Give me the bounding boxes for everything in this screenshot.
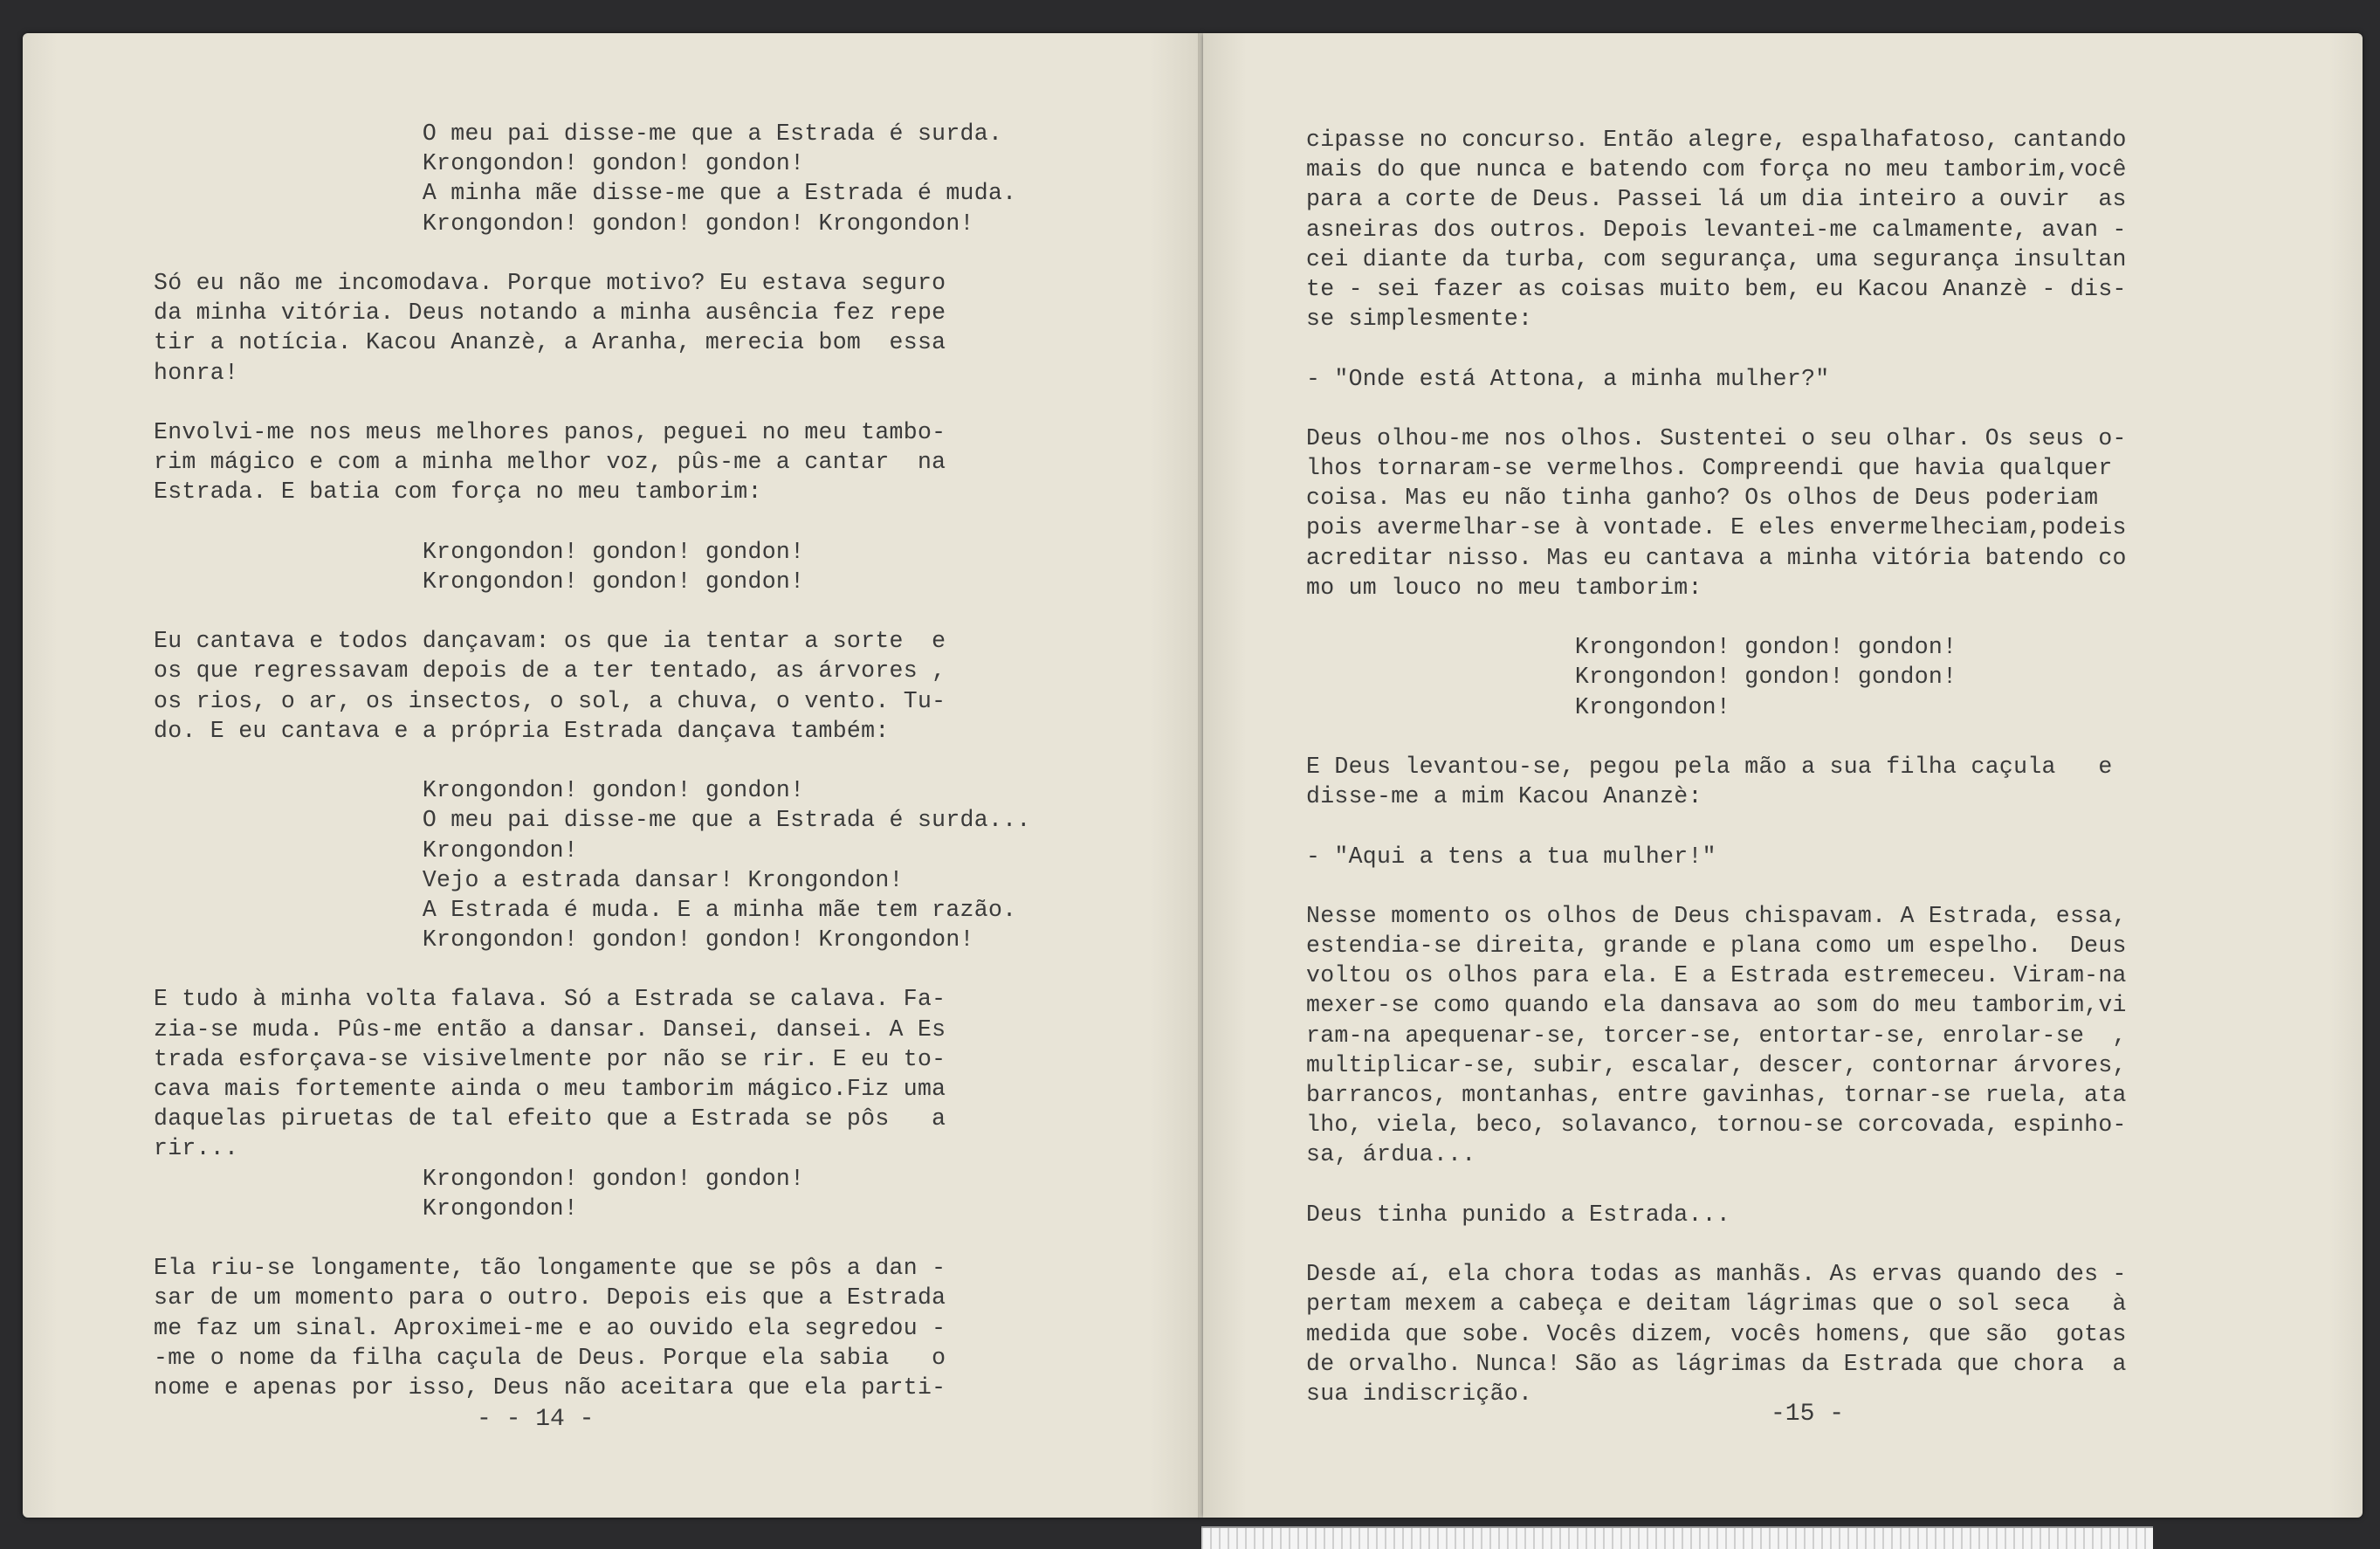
text-line: Krongondon! <box>154 1194 579 1222</box>
text-line <box>1306 334 2127 363</box>
text-line: Ela riu-se longamente, tão longamente que se pôs a dan - <box>154 1255 946 1282</box>
right-page-number: -15 - <box>1771 1401 1845 1428</box>
text-line: Deus tinha punido a Estrada... <box>1306 1201 1731 1228</box>
text-line: asneiras dos outros. Depois levantei-me calmamente, avan - <box>1306 216 2127 243</box>
text-line <box>1306 394 2127 423</box>
text-line: Krongondon! gondon! gondon! <box>1306 634 1957 661</box>
right-page-text <box>1306 125 2127 1408</box>
text-line: Krongondon! gondon! gondon! Krongondon! <box>154 210 974 237</box>
text-line: tir a notícia. Kacou Ananzè, a Aranha, merecia bom essa <box>154 329 946 356</box>
text-line: Deus olhou-me nos olhos. Sustentei o seu olhar. Os seus o- <box>1306 424 2127 451</box>
text-line: E Deus levantou-se, pegou pela mão a sua filha caçula e <box>1306 753 2113 780</box>
text-line: rir... <box>154 1135 239 1162</box>
left-page <box>23 33 1201 1518</box>
text-line: barrancos, montanhas, entre gavinhas, tornar-se ruela, ata <box>1306 1082 2127 1108</box>
text-line: mexer-se como quando ela dansava ao som do meu tamborim,vi <box>1306 992 2127 1019</box>
text-line: acreditar nisso. Mas eu cantava a minha vitória batendo co <box>1306 544 2127 571</box>
text-line: cava mais fortemente ainda o meu tamborim mágico.Fiz uma <box>154 1076 946 1102</box>
text-line: os que regressavam depois de a ter tentado, as árvores , <box>154 657 946 685</box>
text-line: de orvalho. Nunca! São as lágrimas da Estrada que chora a <box>1306 1350 2127 1377</box>
right-page <box>1203 33 2363 1518</box>
text-line: - "Onde está Attona, a minha mulher?" <box>1306 365 1830 392</box>
text-line <box>154 954 1031 984</box>
measurement-ruler <box>1201 1526 2153 1549</box>
text-line: voltou os olhos para ela. E a Estrada estremeceu. Viram-na <box>1306 962 2127 989</box>
text-line: mais do que nunca e batendo com força no meu tamborim,você <box>1306 156 2127 183</box>
text-line: estendia-se direita, grande e plana como um espelho. Deus <box>1306 933 2127 960</box>
text-line <box>1306 1170 2127 1200</box>
text-line: nome e apenas por isso, Deus não aceitara que ela parti- <box>154 1373 946 1401</box>
text-line: A Estrada é muda. E a minha mãe tem razão. <box>154 896 1017 923</box>
text-line: me faz um sinal. Aproximei-me e ao ouvido ela segredou - <box>154 1314 946 1341</box>
text-line: E tudo à minha volta falava. Só a Estrada se calava. Fa- <box>154 986 946 1013</box>
text-line: Krongondon! gondon! gondon! <box>154 150 805 177</box>
text-line: Krongondon! <box>154 836 579 864</box>
text-line <box>154 238 1031 268</box>
text-line: - "Aqui a tens a tua mulher!" <box>1306 843 1716 870</box>
text-line: sua indiscrição. <box>1306 1380 1533 1407</box>
text-line: disse-me a mim Kacou Ananzè: <box>1306 783 1702 810</box>
text-line: -me o nome da filha caçula de Deus. Porque ela sabia o <box>154 1344 946 1371</box>
text-line: para a corte de Deus. Passei lá um dia inteiro a ouvir as <box>1306 186 2127 213</box>
text-line <box>154 506 1031 536</box>
text-line <box>1306 1229 2127 1259</box>
left-page-text <box>154 119 1031 1402</box>
text-line: medida que sobe. Vocês dizem, vocês homens, que são gotas <box>1306 1320 2127 1347</box>
text-line: Krongondon! gondon! gondon! <box>154 538 805 565</box>
text-line <box>1306 811 2127 841</box>
text-line: ram-na apequenar-se, torcer-se, entortar-se, enrolar-se , <box>1306 1022 2127 1049</box>
text-line: zia-se muda. Pûs-me então a dansar. Dansei, dansei. A Es <box>154 1015 946 1043</box>
text-line: Krongondon! gondon! gondon! <box>1306 664 1957 691</box>
text-line: Estrada. E batia com força no meu tamborim: <box>154 478 762 506</box>
text-line: Eu cantava e todos dançavam: os que ia tentar a sorte e <box>154 628 946 655</box>
text-line <box>154 746 1031 775</box>
text-line: os rios, o ar, os insectos, o sol, a chuva, o vento. Tu- <box>154 687 946 714</box>
text-line: Krongondon! gondon! gondon! Krongondon! <box>154 926 974 953</box>
text-line <box>1306 722 2127 752</box>
text-line: O meu pai disse-me que a Estrada é surda. <box>154 120 1003 147</box>
text-line: do. E eu cantava e a própria Estrada dançava também: <box>154 717 890 744</box>
left-page-number: - - 14 - <box>477 1406 595 1433</box>
text-line: Vejo a estrada dansar! Krongondon! <box>154 866 904 893</box>
open-book <box>23 33 2363 1518</box>
text-line: Só eu não me incomodava. Porque motivo? Eu estava seguro <box>154 269 946 296</box>
text-line: Krongondon! <box>1306 693 1731 720</box>
text-line: pois avermelhar-se à vontade. E eles envermelheciam,podeis <box>1306 514 2127 541</box>
text-line: Envolvi-me nos meus melhores panos, peguei no meu tambo- <box>154 418 946 445</box>
text-line: se simplesmente: <box>1306 306 1533 333</box>
text-line: O meu pai disse-me que a Estrada é surda... <box>154 807 1031 834</box>
text-line: lhos tornaram-se vermelhos. Compreendi que havia qualquer <box>1306 455 2113 482</box>
text-line: Krongondon! gondon! gondon! <box>154 777 805 804</box>
text-line: cipasse no concurso. Então alegre, espalhafatoso, cantando <box>1306 127 2127 153</box>
text-line <box>154 388 1031 417</box>
text-line: cei diante da turba, com segurança, uma segurança insultan <box>1306 245 2127 272</box>
text-line: daquelas piruetas de tal efeito que a Estrada se pôs a <box>154 1105 946 1132</box>
text-line <box>1306 602 2127 632</box>
text-line: sar de um momento para o outro. Depois eis que a Estrada <box>154 1284 946 1311</box>
text-line <box>1306 871 2127 901</box>
text-line: lho, viela, beco, solavanco, tornou-se corcovada, espinho- <box>1306 1112 2127 1139</box>
text-line: pertam mexem a cabeça e deitam lágrimas que o sol seca à <box>1306 1291 2127 1318</box>
text-line: mo um louco no meu tamborim: <box>1306 574 1702 601</box>
text-line <box>154 1223 1031 1253</box>
text-line: sa, árdua... <box>1306 1141 1476 1168</box>
text-line: Krongondon! gondon! gondon! <box>154 568 805 595</box>
text-line: Desde aí, ela chora todas as manhãs. As ervas quando des - <box>1306 1261 2127 1288</box>
text-line <box>154 596 1031 626</box>
text-line: honra! <box>154 359 239 386</box>
text-line: A minha mãe disse-me que a Estrada é muda. <box>154 180 1017 207</box>
text-line: Krongondon! gondon! gondon! <box>154 1165 805 1192</box>
text-line: multiplicar-se, subir, escalar, descer, contornar árvores, <box>1306 1051 2127 1078</box>
text-line: te - sei fazer as coisas muito bem, eu Kacou Ananzè - dis- <box>1306 275 2127 302</box>
text-line: coisa. Mas eu não tinha ganho? Os olhos de Deus poderiam <box>1306 485 2099 512</box>
text-line: Nesse momento os olhos de Deus chispavam. A Estrada, essa, <box>1306 902 2127 929</box>
text-line: da minha vitória. Deus notando a minha ausência fez repe <box>154 299 946 327</box>
text-line: rim mágico e com a minha melhor voz, pûs-me a cantar na <box>154 449 946 476</box>
text-line: trada esforçava-se visivelmente por não se rir. E eu to- <box>154 1045 946 1072</box>
